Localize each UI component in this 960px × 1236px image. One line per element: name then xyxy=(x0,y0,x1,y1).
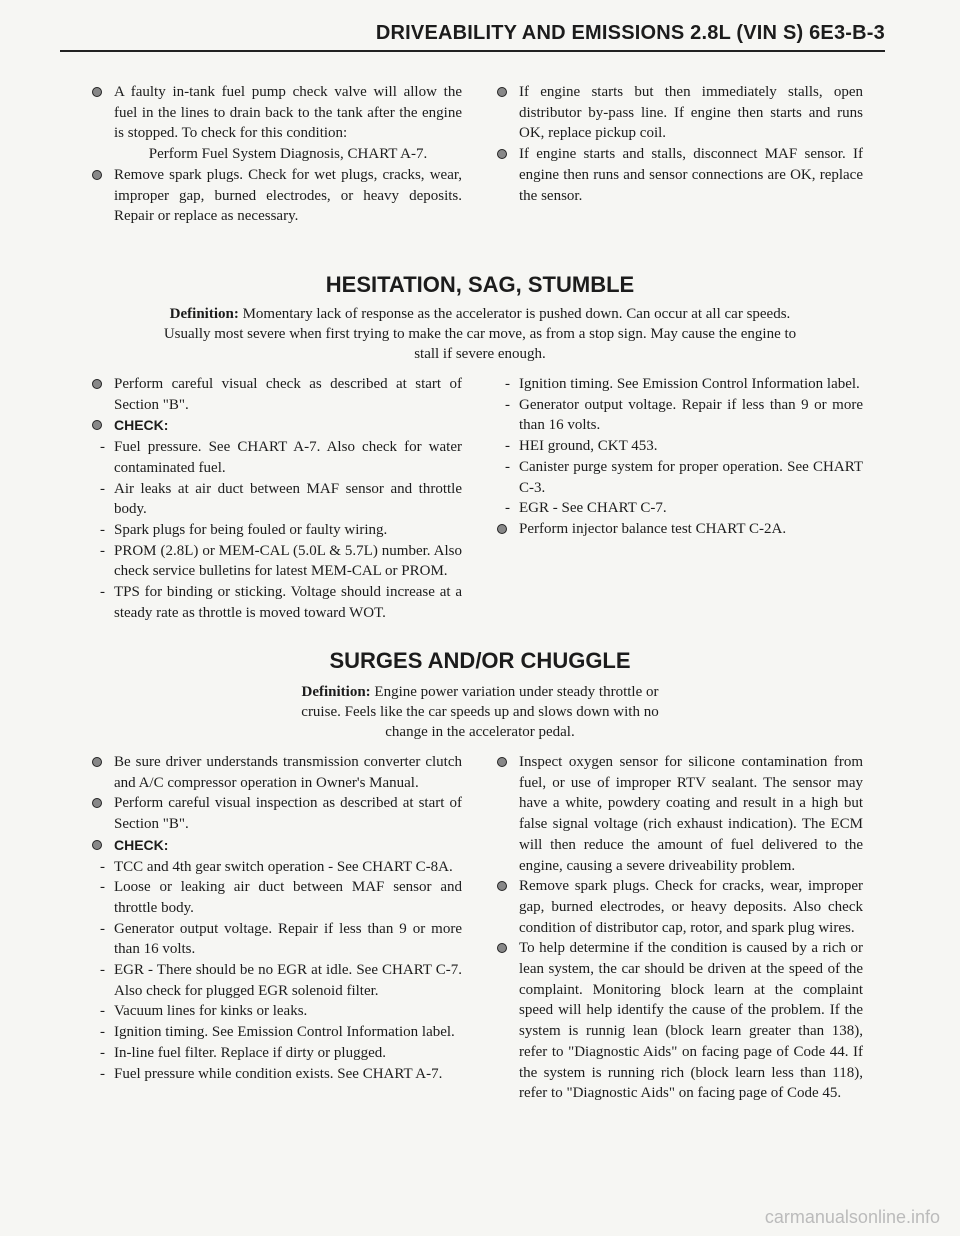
page-header xyxy=(60,22,885,52)
list-item-text: Vacuum lines for kinks or leaks. xyxy=(114,1003,308,1020)
dash-marker: - xyxy=(505,438,510,455)
dash-marker: - xyxy=(100,858,105,875)
list-item-text: EGR - See CHART C-7. xyxy=(519,500,667,517)
list-item-text: Generator output voltage. Repair if less than 9 or more than 16 volts. xyxy=(114,920,462,958)
list-item xyxy=(92,793,462,834)
hesitation-definition-text: Momentary lack of response as the accelerator is pushed down. Can occur at all car speeds. Usually most severe when first trying to make the car move, as from a stop sign. May cause the engine to stall if severe enough. xyxy=(163,306,797,362)
hesitation-definition-label: Definition: xyxy=(169,306,239,322)
list-item xyxy=(497,82,863,144)
dash-marker: - xyxy=(505,458,510,475)
hesitation-right-column xyxy=(497,374,863,540)
dash-marker: - xyxy=(100,920,105,937)
list-item xyxy=(497,752,863,876)
dash-marker: - xyxy=(100,1024,105,1041)
dash-marker: - xyxy=(100,480,105,497)
watermark: carmanualsonline.info xyxy=(764,1207,940,1227)
check-heading xyxy=(92,835,462,857)
list-item xyxy=(92,752,462,793)
list-item xyxy=(92,437,462,478)
list-item xyxy=(497,938,863,1104)
list-item xyxy=(92,582,462,623)
bullet-icon xyxy=(497,149,507,159)
bullet-icon xyxy=(92,420,102,430)
dash-marker: - xyxy=(505,500,510,517)
list-item xyxy=(497,498,863,519)
list-item-text: TCC and 4th gear switch operation - See CHART C-8A. xyxy=(114,858,453,875)
surges-right-column xyxy=(497,752,863,1104)
list-item xyxy=(92,1043,462,1064)
list-item xyxy=(92,165,462,227)
list-item-text: Loose or leaking air duct between MAF sensor and throttle body. xyxy=(114,879,462,916)
bullet-icon xyxy=(497,87,507,97)
bullet-icon xyxy=(92,798,102,808)
list-item-text: Ignition timing. See Emission Control Information label. xyxy=(519,376,860,392)
list-item-text: Canister purge system for proper operation. See CHART C-3. xyxy=(519,458,863,496)
list-item xyxy=(92,919,462,960)
list-item xyxy=(92,857,462,878)
list-item-text: PROM (2.8L) or MEM-CAL (5.0L & 5.7L) number. Also check service bulletins for latest MEM-CAL or PROM. xyxy=(114,542,462,580)
surges-title: SURGES AND/OR CHUGGLE xyxy=(329,648,631,673)
list-item-text: Air leaks at air duct between MAF sensor and throttle body. xyxy=(114,480,462,518)
bullet-icon xyxy=(497,757,507,767)
dash-marker: - xyxy=(100,1003,105,1020)
dash-marker: - xyxy=(100,439,105,456)
list-item-text: Perform careful visual inspection as described at start of Section "B". xyxy=(114,795,462,833)
dash-marker: - xyxy=(100,962,105,979)
list-item-text: CHECK: xyxy=(114,836,169,853)
list-item xyxy=(92,144,462,165)
dash-marker: - xyxy=(100,584,105,601)
list-item xyxy=(92,1064,462,1085)
list-item-text: EGR - There should be no EGR at idle. See CHART C-7. Also check for plugged EGR solenoid filter. xyxy=(114,962,462,999)
hesitation-definition xyxy=(150,304,810,364)
list-item-text: Fuel pressure. See CHART A-7. Also check for water contaminated fuel. xyxy=(114,439,462,476)
dash-marker: - xyxy=(100,521,105,538)
list-item xyxy=(497,457,863,498)
list-item-text: A faulty in-tank fuel pump check valve will allow the fuel in the lines to drain back to the tank after the engine is stopped. To check for this condition: xyxy=(114,84,462,142)
list-item xyxy=(92,1001,462,1022)
list-item xyxy=(92,520,462,541)
hesitation-title: HESITATION, SAG, STUMBLE xyxy=(325,272,635,297)
list-item-text: Fuel pressure while condition exists. See CHART A-7. xyxy=(114,1065,443,1082)
surges-definition-label: Definition: xyxy=(301,684,371,700)
list-item xyxy=(497,436,863,457)
list-item xyxy=(92,541,462,582)
bullet-icon xyxy=(92,757,102,767)
list-item xyxy=(92,82,462,144)
list-item xyxy=(92,1022,462,1043)
list-item-text: Perform Fuel System Diagnosis, CHART A-7. xyxy=(148,146,428,163)
list-item-text: Spark plugs for being fouled or faulty wiring. xyxy=(114,521,388,538)
list-item xyxy=(497,374,863,395)
list-item-text: Generator output voltage. Repair if less than 9 or more than 16 volts. xyxy=(519,396,863,434)
list-item-text: HEI ground, CKT 453. xyxy=(519,438,658,455)
list-item-text: Inspect oxygen sensor for silicone contamination from fuel, or use of improper RTV sealant. The sensor may have a white, powdery coating and result in a high but false signal voltage (rich exhaust indication). The ECM will then reduce the amount of fuel delivered to the engine, causing a severe driveability problem. xyxy=(519,754,863,874)
list-item xyxy=(92,877,462,918)
dash-marker: - xyxy=(505,396,510,413)
page-header-title: DRIVEABILITY AND EMISSIONS 2.8L (VIN S) 6E3-B-3 xyxy=(375,22,885,44)
list-item-text: Be sure driver understands transmission converter clutch and A/C compressor operation in Owner's Manual. xyxy=(114,754,462,791)
surges-left-column xyxy=(92,752,462,1084)
top-left-column xyxy=(92,82,462,227)
list-item-text: Remove spark plugs. Check for cracks, wear, improper gap, burned electrodes, or heavy deposits. Also check condition of distributor cap, rotor, and spark plug wires. xyxy=(519,878,863,936)
list-item xyxy=(497,519,863,540)
bullet-icon xyxy=(497,943,507,953)
list-item xyxy=(92,374,462,415)
list-item-text: In-line fuel filter. Replace if dirty or plugged. xyxy=(114,1044,386,1061)
dash-marker: - xyxy=(505,376,510,392)
list-item-text: TPS for binding or sticking. Voltage should increase at a steady rate as throttle is moved toward WOT. xyxy=(114,584,462,621)
surges-definition xyxy=(280,682,680,742)
list-item-text: If engine starts and stalls, disconnect MAF sensor. If engine then runs and sensor connections are OK, replace the sensor. xyxy=(519,146,863,204)
list-item xyxy=(497,144,863,206)
bullet-icon xyxy=(497,524,507,534)
list-item xyxy=(92,960,462,1001)
dash-marker: - xyxy=(100,879,105,896)
bullet-icon xyxy=(92,840,102,850)
dash-marker: - xyxy=(100,1065,105,1082)
bullet-icon xyxy=(92,87,102,97)
hesitation-left-column xyxy=(92,374,462,623)
top-right-column xyxy=(497,82,863,206)
list-item-text: To help determine if the condition is caused by a rich or lean system, the car should be driven at the speed of the complaint. Monitoring block learn at the complaint speed will help identify the cause of the problem. If the system is runnig lean (block learn greater than 138), refer to "Diagnostic Aids" on facing page of Code 44. If the system is running rich (block learn less than 118), refer to "Diagnostic Aids" on facing page of Code 45. xyxy=(519,940,863,1102)
dash-marker: - xyxy=(100,1044,105,1061)
dash-marker: - xyxy=(100,542,105,559)
list-item-text: Remove spark plugs. Check for wet plugs, cracks, wear, improper gap, burned electrodes, or heavy deposits. Repair or replace as necessary. xyxy=(114,166,462,225)
list-item-text: Ignition timing. See Emission Control Information label. xyxy=(114,1024,455,1041)
check-heading xyxy=(92,415,462,437)
list-item xyxy=(497,876,863,938)
list-item xyxy=(497,395,863,436)
list-item-text: Perform injector balance test CHART C-2A. xyxy=(519,520,787,537)
bullet-icon xyxy=(497,881,507,891)
list-item xyxy=(92,479,462,520)
bullet-icon xyxy=(92,379,102,389)
list-item-text: CHECK: xyxy=(114,417,169,434)
list-item-text: Perform careful visual check as described at start of Section "B". xyxy=(114,376,462,413)
surges-definition-text: Engine power variation under steady throttle or cruise. Feels like the car speeds up and slows down with no change in the accelerator pedal. xyxy=(301,684,659,740)
bullet-icon xyxy=(92,170,102,180)
list-item-text: If engine starts but then immediately stalls, open distributor by-pass line. If engine then starts and runs OK, replace pickup coil. xyxy=(519,84,863,142)
